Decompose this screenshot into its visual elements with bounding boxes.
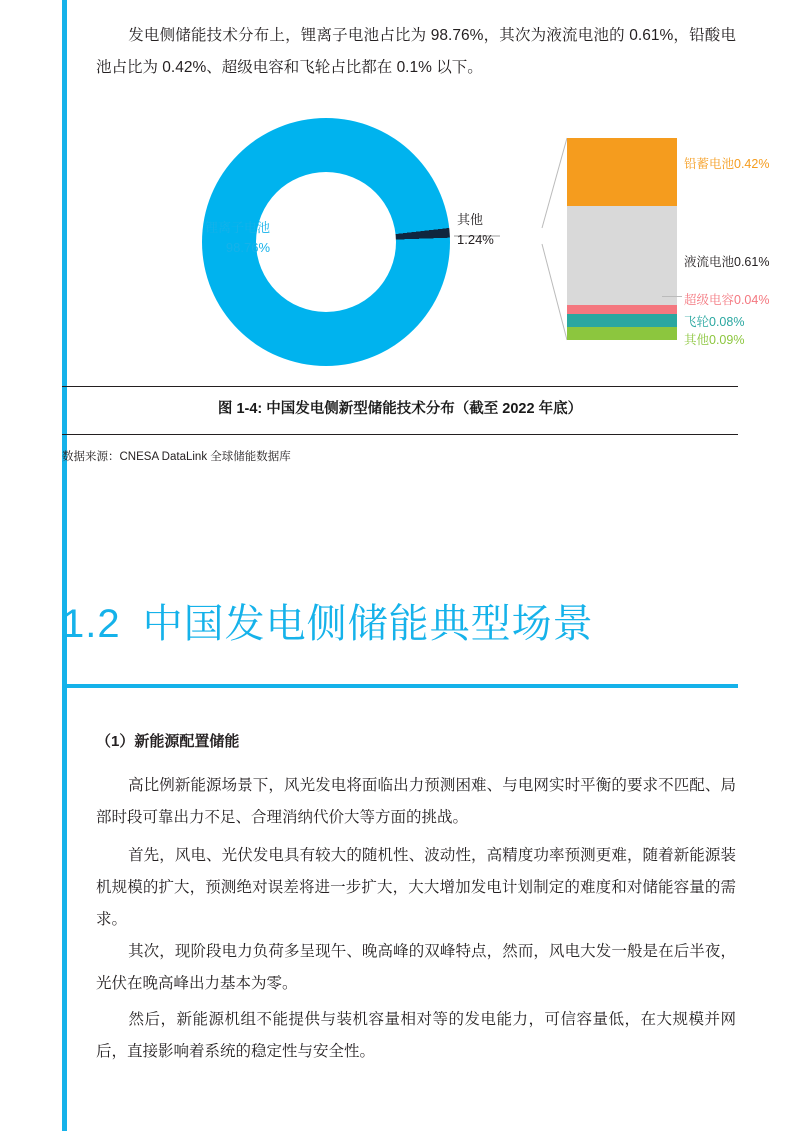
caption-rule-top bbox=[62, 386, 738, 387]
body-paragraph-4-text: 然后，新能源机组不能提供与装机容量相对等的发电能力，可信容量低，在大规模并网后，直接影响着系统的稳定性与安全性。 bbox=[96, 1011, 736, 1060]
figure-caption: 图 1-4: 中国发电侧新型储能技术分布（截至 2022 年底） bbox=[217, 401, 583, 417]
body-paragraph-1-text: 高比例新能源场景下，风光发电将面临出力预测困难、与电网实时平衡的要求不匹配、局部时段可靠出力不足、合理消纳代价大等方面的挑战。 bbox=[96, 777, 736, 826]
bar-segment-flywheel bbox=[567, 314, 677, 327]
body-paragraph-1 bbox=[96, 770, 736, 834]
bar-segment-lead-acid bbox=[567, 138, 677, 206]
section-rule bbox=[62, 684, 738, 688]
donut-hole bbox=[256, 172, 396, 312]
leader-tick-supercapacitor bbox=[662, 296, 682, 297]
donut-chart bbox=[202, 118, 450, 366]
intro-text: 发电侧储能技术分布上，锂离子电池占比为 98.76%，其次为液流电池的 0.61%，铅酸电池占比为 0.42%、超级电容和飞轮占比都在 0.1% 以下。 bbox=[96, 27, 736, 76]
donut-main-label bbox=[142, 218, 270, 258]
breakout-stacked-bar bbox=[567, 138, 677, 340]
body-paragraph-2-text: 首先，风电、光伏发电具有较大的随机性、波动性，高精度功率预测更难，随着新能源装机规模的扩大，预测绝对误差将进一步扩大，大大增加发电计划制定的难度和对储能容量的需求。 bbox=[96, 847, 736, 928]
bar-segment-supercapacitor bbox=[567, 305, 677, 314]
bar-label-lead-acid: 铅蓄电池0.42% bbox=[684, 157, 770, 171]
donut-main-label-name: 锂离子电池 bbox=[204, 220, 270, 235]
bar-label-flywheel: 飞轮0.08% bbox=[684, 315, 745, 329]
bar-label-flow-battery: 液流电池0.61% bbox=[684, 255, 770, 269]
bar-label-other: 其他0.09% bbox=[684, 333, 745, 347]
body-paragraph-3 bbox=[96, 936, 736, 1000]
section-number: 1.2 bbox=[62, 602, 121, 646]
figure-chart bbox=[62, 110, 770, 372]
body-paragraph-4 bbox=[96, 1004, 736, 1068]
bar-label-supercapacitor: 超级电容0.04% bbox=[684, 293, 770, 307]
bar-segment-flow-battery bbox=[567, 206, 677, 305]
other-label-value: 1.24% bbox=[457, 232, 494, 247]
subsection-heading: （1）新能源配置储能 bbox=[96, 733, 240, 750]
other-callout-label bbox=[457, 210, 527, 250]
intro-paragraph bbox=[96, 20, 736, 84]
section-title: 中国发电侧储能典型场景 bbox=[142, 602, 594, 646]
section-heading bbox=[62, 596, 594, 652]
body-paragraph-2 bbox=[96, 840, 736, 936]
caption-rule-bottom bbox=[62, 434, 738, 435]
other-label-name: 其他 bbox=[457, 212, 484, 227]
body-paragraph-3-text: 其次，现阶段电力负荷多呈现午、晚高峰的双峰特点，然而，风电大发一般是在后半夜，光伏在晚高峰出力基本为零。 bbox=[96, 943, 736, 992]
bar-segment-other bbox=[567, 327, 677, 340]
donut-main-label-value: 98.76% bbox=[225, 240, 270, 255]
figure-source: 数据来源：CNESA DataLink 全球储能数据库 bbox=[62, 451, 291, 463]
